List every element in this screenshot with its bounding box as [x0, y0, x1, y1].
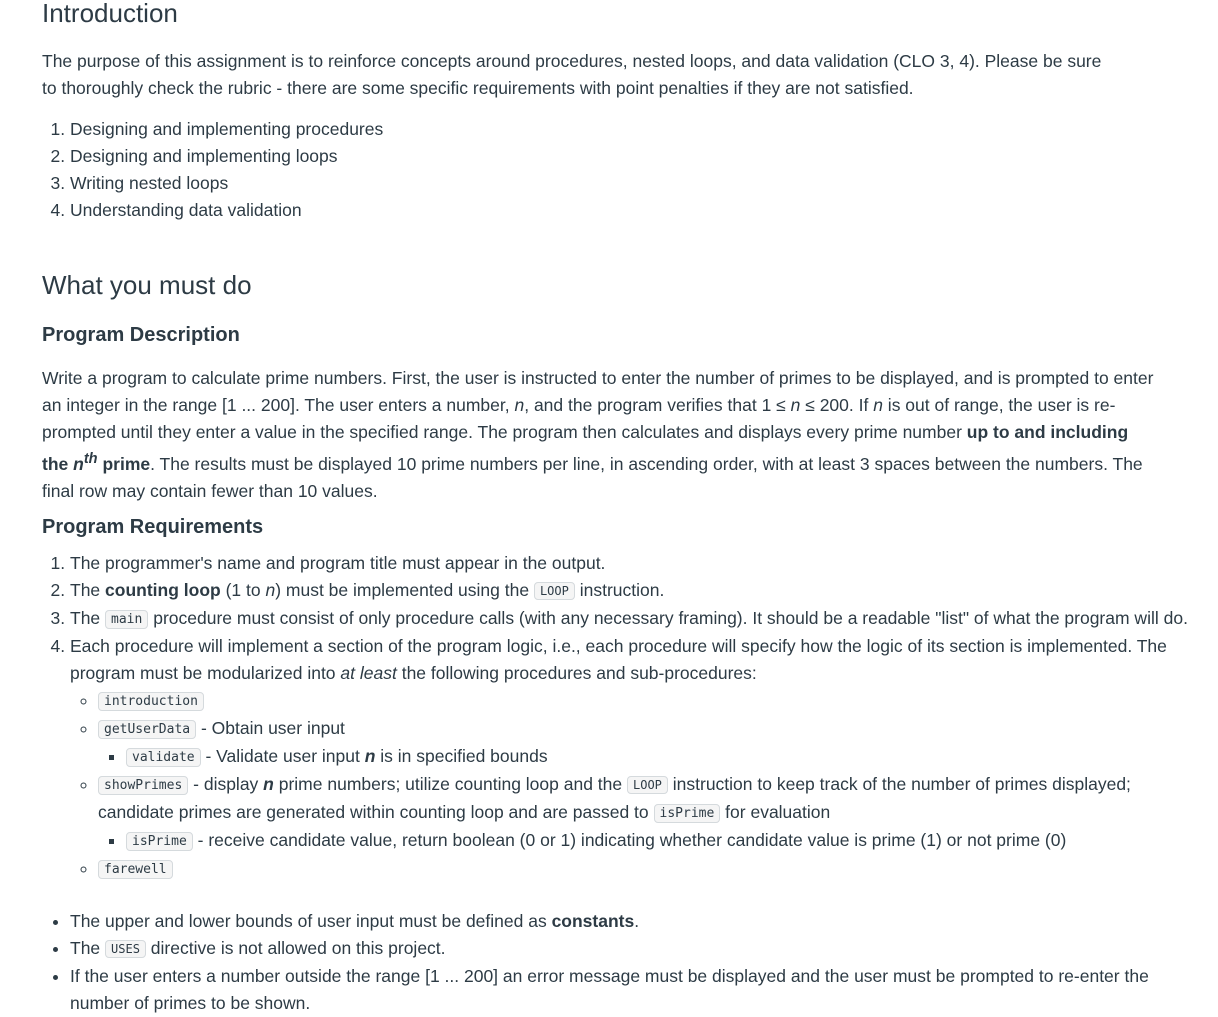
procedure-item	[98, 855, 1190, 883]
requirement-item: 4. Each procedure will implement a section of the program logic, i.e., each procedure will specify how the logic of its section is implemented. The program must be modularized into at least the following procedures and sub-procedures: ◦ introduction ◦ getUserData - Obtain user input ▪ validate - Validate user input n is in specified bounds ◦ showPrimes - display n prime numbers; utilize counting loop and the LOOP instruction to keep track of the number of primes displayed; candidate primes are generated within counting loop and are passed to isPrime for evaluation ▪ isPrime - receive candidate value, return boolean (0 or 1) indicating whether candidate value is prime (1) or not prime (0) ◦ farewell	[70, 633, 1190, 883]
code-farewell: farewell	[98, 860, 173, 879]
what-you-must-do-heading: What you must do	[42, 270, 252, 300]
objective-item: 1. Designing and implementing procedures	[70, 116, 1170, 143]
requirement-item: 2. The counting loop (1 to n) must be implemented using the LOOP instruction.	[70, 577, 1190, 605]
code-uses: USES	[105, 940, 146, 958]
introduction-heading: Introduction	[42, 0, 178, 28]
program-description-heading: Program Description	[42, 324, 240, 346]
subprocedures-list	[98, 743, 1190, 771]
procedure-item	[98, 687, 1190, 715]
objectives-list	[42, 116, 1170, 224]
program-requirements-heading: Program Requirements	[42, 516, 264, 538]
procedures-list	[70, 687, 1190, 883]
subprocedure-item: ▪ isPrime - receive candidate value, return boolean (0 or 1) indicating whether candidate value is prime (1) or not prime (0)	[126, 827, 1190, 855]
subprocedure-item: ▪ validate - Validate user input n is in specified bounds	[126, 743, 1190, 771]
requirement-item: 1. The programmer's name and program title must appear in the output.	[70, 550, 1190, 577]
emphasis-text: up to and including the $n^{th}$ prime	[42, 422, 1129, 474]
intro-paragraph: The purpose of this assignment is to reinforce concepts around procedures, nested loops, and data validation (CLO 3, 4). Please be sure to thoroughly check the rubric - there are some specific requirements with point penalties if they are not satisfied.	[42, 51, 1102, 98]
requirement-item: 3. The main procedure must consist of only procedure calls (with any necessary framing). It should be a readable "list" of what the program will do.	[70, 605, 1190, 633]
code-showprimes: showPrimes	[98, 776, 188, 795]
objective-item: 4. Understanding data validation	[70, 197, 1170, 224]
code-isprime: isPrime	[654, 804, 721, 823]
bullet-item: • The USES directive is not allowed on this project.	[70, 935, 1195, 963]
requirements-list	[42, 550, 1190, 883]
code-main: main	[105, 610, 148, 629]
code-loop: LOOP	[534, 582, 575, 600]
bullet-item: • The upper and lower bounds of user input must be defined as constants.	[70, 908, 1195, 935]
code-getuserdata: getUserData	[98, 720, 196, 739]
program-description-paragraph: Write a program to calculate prime numbers. First, the user is instructed to enter the number of primes to be displayed, and is prompted to enter an integer in the range [1 ... 200]. The user enters a number, n, and the program verifies that 1 ≤ n ≤ 200. If n is out of range, the user is re-prompted until they enter a value in the specified range. The program then calculates and displays every prime number up to and including the $n^{th}$ prime. The results must be displayed 10 prime numbers per line, in ascending order, with at least 3 spaces between the numbers. The final row may contain fewer than 10 values.	[42, 368, 1154, 501]
procedure-item: ◦ getUserData - Obtain user input ▪ validate - Validate user input n is in specified bounds	[98, 715, 1190, 771]
code-loop: LOOP	[627, 776, 668, 794]
code-introduction: introduction	[98, 692, 204, 711]
bullet-item: • If the user enters a number outside the range [1 ... 200] an error message must be displayed and the user must be prompted to re-enter the number of primes to be shown.	[70, 963, 1195, 1017]
procedure-item: ◦ showPrimes - display n prime numbers; utilize counting loop and the LOOP instruction to keep track of the number of primes displayed; candidate primes are generated within counting loop and are passed to isPrime for evaluation ▪ isPrime - receive candidate value, return boolean (0 or 1) indicating whether candidate value is prime (1) or not prime (0)	[98, 771, 1190, 855]
objective-item: 2. Designing and implementing loops	[70, 143, 1170, 170]
subprocedures-list	[98, 827, 1190, 855]
additional-requirements-list	[42, 908, 1195, 1017]
code-isprime: isPrime	[126, 832, 193, 851]
objective-item: 3. Writing nested loops	[70, 170, 1170, 197]
code-validate: validate	[126, 748, 201, 767]
